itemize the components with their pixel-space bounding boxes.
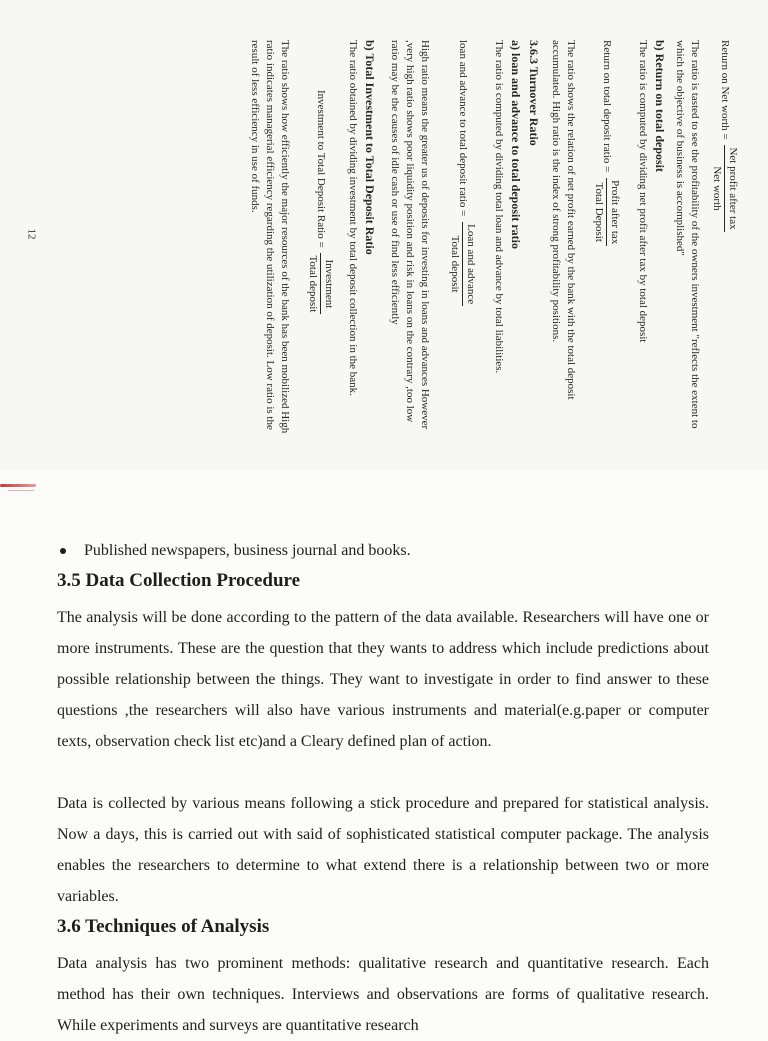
rnw-formula [709,40,740,232]
la-numerator: Loan and advance [462,222,478,306]
rtd-description: The ratio shows the relation of net profit earned by the bank with the total deposit accumulated. High ratio is the index of strong profitability positions. [550,40,577,400]
la-denominator: Total deposit [449,235,462,293]
data-collection-paragraph-1: The analysis will be done according to the pattern of the data available. Researchers will have one or more instruments. These are the question that they wants to address which include predictions about possible relationship between the things. They want to investigate in order to find answer to these questions ,the researchers will also have various instruments and material(e.g.paper or computer texts, observation check list etc)and a Cleary defined plan of action. [57,609,709,750]
techniques-paragraph: Data analysis has two prominent methods: qualitative research and quantitative research. Each method has their own techniques. Interviews and observations are forms of qualitative research. While experiments and surveys are quantitative research [57,955,709,1034]
rtd-denominator: Total Deposit [593,182,606,242]
inv-denominator: Total deposit [307,255,320,313]
rnw-description: The ratio is tasted to see the profitability of the owners investment "reflects the extent to which the objective of business is accomplished" [674,40,701,429]
rtd-formula [591,40,622,246]
loan-advance-heading: a) loan and advance to total deposit ratio [509,40,523,250]
inv-description: The ratio shows how efficiently the major resources of the bank has been mobilized High ratio indicates managerial efficiency regarding the utilization of deposit. Low ratio is the result of less efficiency in use of funds. [249,40,291,434]
turnover-ratio-heading: 3.6.3 Turnover Ratio [527,40,541,146]
source-bullet [60,540,411,562]
rtd-label: Return on total deposit ratio = [601,40,614,173]
rnw-numerator: Net profit after tax [724,145,740,231]
la-formula [447,40,478,306]
la-description: High ratio means the greater us of deposits for investing in loans and advances However ,very high ratio shows poor liquidity position and risk in loans on the contrary ,too low ratio may be the causes of idle cash or use of find less efficiently [389,40,431,430]
rotated-scan-page [0,0,768,470]
return-total-deposit-heading: b) Return on total deposit [653,40,667,173]
rnw-denominator: Net worth [711,166,724,211]
section-3-6-heading: 3.6 Techniques of Analysis [57,916,270,937]
la-fraction [447,222,478,306]
inv-label: Investment to Total Deposit Ratio = [315,90,328,248]
rotated-page-content [160,40,740,440]
section-3-5-heading: 3.5 Data Collection Procedure [57,570,301,591]
bullet-dot-icon [60,548,66,554]
main-page [0,520,768,1034]
scan-edge-mark [0,484,36,487]
rnw-fraction [709,145,740,231]
inv-numerator: Investment [320,253,336,314]
la-label: loan and advance to total deposit ratio = [457,40,470,217]
rtd-numerator: Profit after tax [606,178,622,246]
return-total-deposit-description: The ratio is computed by dividing net profit after tax by total deposit [637,40,649,343]
scan-edge-mark-faint [8,490,34,491]
total-investment-description: The ratio obtained by dividing investment by total deposit collection in the bank. [347,40,359,396]
rnw-label: Return on Net worth = [719,40,732,140]
inv-formula [305,90,336,314]
loan-advance-description: The ratio is computed by dividing total loan and advance by total liabilities. [493,40,505,374]
total-investment-heading: b) Total Investment to Total Deposit Ratio [363,40,377,255]
rtd-fraction [591,178,622,246]
page-number: 12 [25,228,38,240]
source-bullet-text: Published newspapers, business journal and books. [84,542,411,559]
data-collection-paragraph-2: Data is collected by various means following a stick procedure and prepared for statistical analysis. Now a days, this is carried out with said of sophisticated statistical computer package. The analysis enables the researchers to determine to what extend there is a relationship between two or more variables. [57,795,709,905]
inv-fraction [305,253,336,314]
